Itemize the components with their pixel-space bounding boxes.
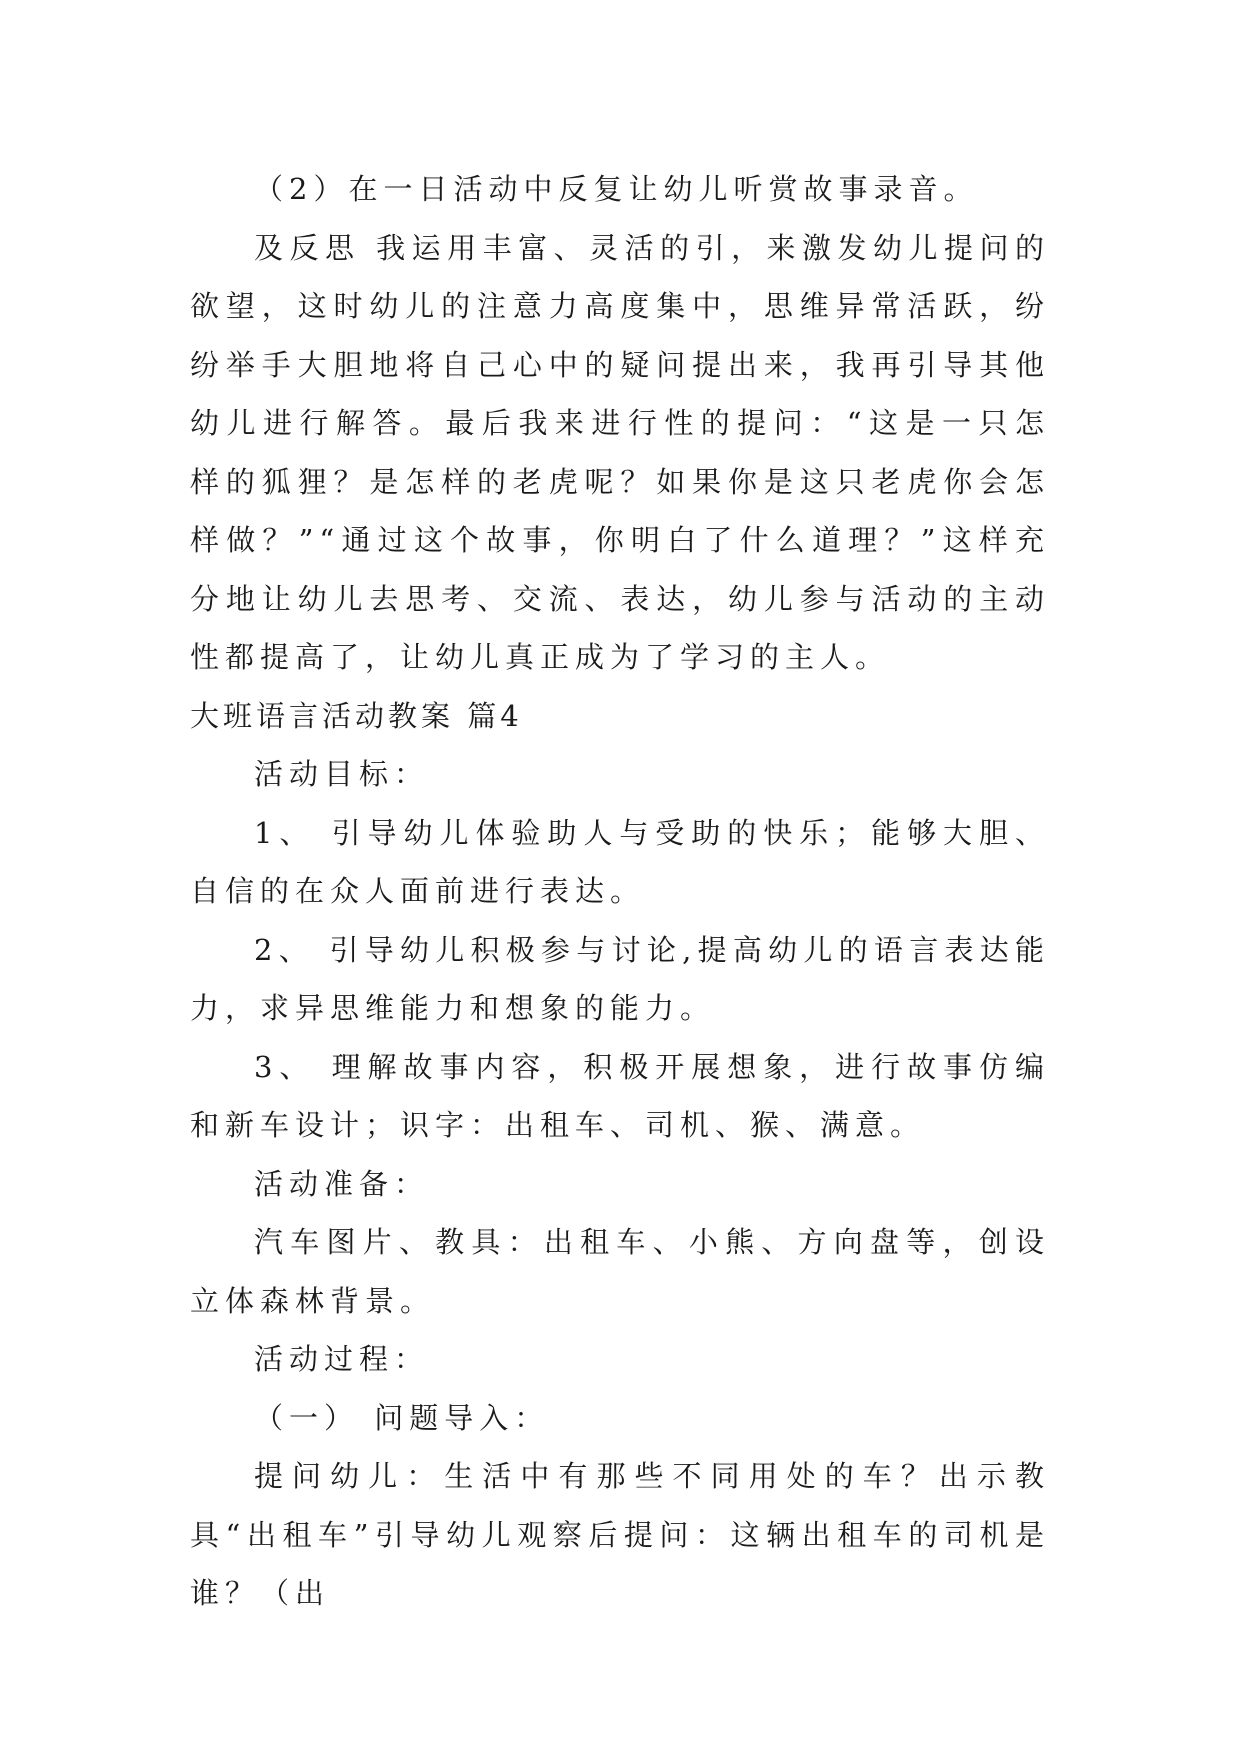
paragraph-goal-3: 3、 理解故事内容，积极开展想象，进行故事仿编和新车设计；识字：出租车、司机、猴、满意。 [190,1049,1050,1142]
document-body [190,160,1050,1623]
section-heading: 大班语言活动教案 篇4 [190,698,523,733]
paragraph-reflection: 及反思 我运用丰富、灵活的引，来激发幼儿提问的欲望，这时幼儿的注意力高度集中，思维异常活跃，纷纷举手大胆地将自己心中的疑问提出来，我再引导其他幼儿进行解答。最后我来进行性的提问：“这是一只怎样的狐狸？是怎样的老虎呢？如果你是这只老虎你会怎样做？”“通过这个故事，你明白了什么道理？”这样充分地让幼儿去思考、交流、表达，幼儿参与活动的主动性都提高了，让幼儿真正成为了学习的主人。 [190,230,1050,674]
paragraph-step-1: 提问幼儿：生活中有那些不同用处的车？出示教具“出租车”引导幼儿观察后提问：这辆出租车的司机是谁？（出 [190,1459,1050,1610]
paragraph-goal-1: 1、 引导幼儿体验助人与受助的快乐；能够大胆、自信的在众人面前进行表达。 [190,815,1050,908]
paragraph-story-recording: （2）在一日活动中反复让幼儿听赏故事录音。 [254,172,979,206]
paragraph-preparation: 汽车图片、教具：出租车、小熊、方向盘等，创设立体森林背景。 [190,1225,1050,1318]
paragraph-goal-2: 2、 引导幼儿积极参与讨论,提高幼儿的语言表达能力，求异思维能力和想象的能力。 [190,932,1050,1025]
paragraph-process-label: 活动过程： [254,1342,430,1376]
paragraph-preparation-label: 活动准备： [254,1166,430,1201]
paragraph-step-1-label: （一） 问题导入： [254,1400,550,1435]
paragraph-activity-goals-label: 活动目标： [254,757,430,791]
